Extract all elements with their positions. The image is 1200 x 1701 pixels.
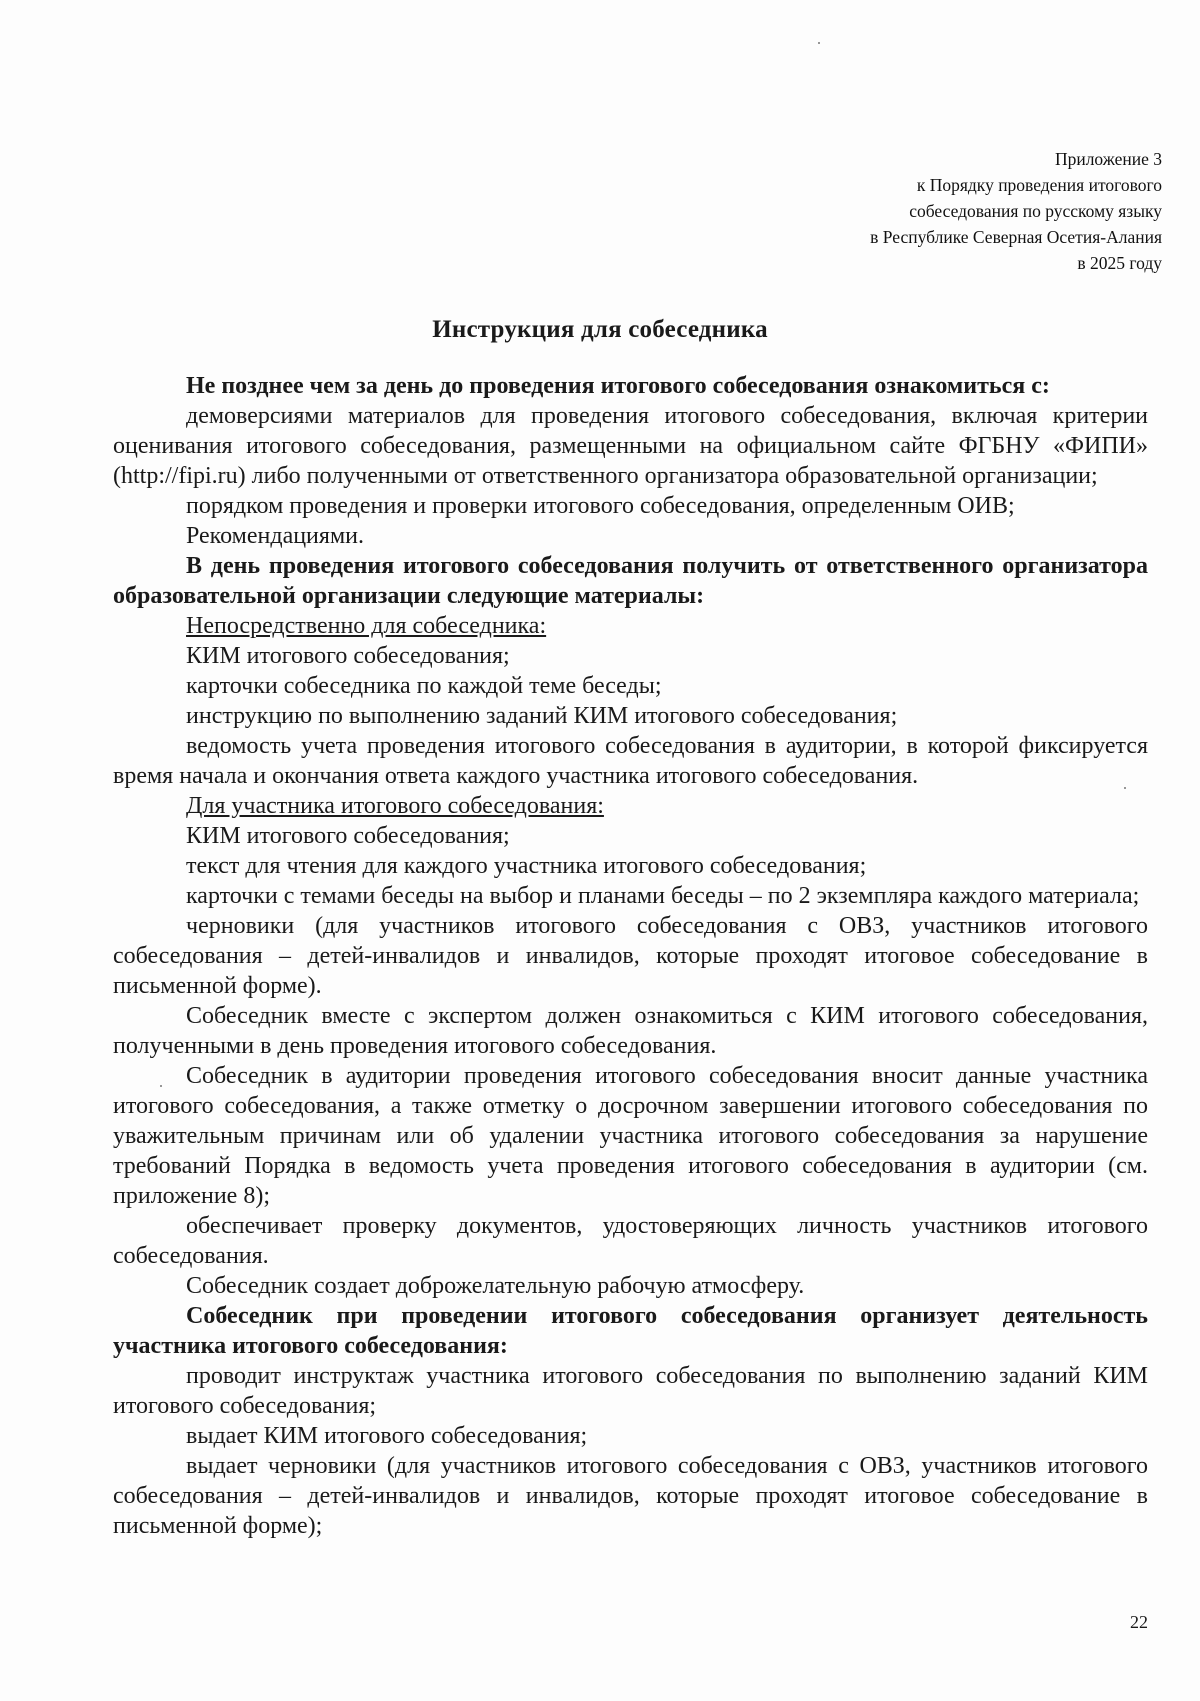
paragraph: КИМ итогового собеседования; (186, 643, 510, 669)
paragraph: ведомость учета проведения итогового собеседования в аудитории, в которой фиксируется время начала и окончания ответа каждого участника итогового собеседования. (113, 733, 1148, 789)
paragraph-subheading (113, 791, 1148, 821)
underlined-subheading: Непосредственно для собеседника: (186, 613, 547, 639)
paragraph-heading: Не позднее чем за день до проведения итогового собеседования ознакомиться с: (186, 373, 1050, 399)
paragraph: Собеседник создает доброжелательную рабочую атмосферу. (186, 1273, 805, 1299)
scan-speck (160, 1085, 162, 1087)
paragraph: выдает КИМ итогового собеседования; (186, 1423, 588, 1449)
paragraph: обеспечивает проверку документов, удостоверяющих личность участников итогового собеседования. (113, 1213, 1148, 1269)
paragraph: КИМ итогового собеседования; (186, 823, 510, 849)
appendix-line: к Порядку проведения итогового (916, 175, 1162, 195)
document-body (113, 371, 1148, 1541)
paragraph: Собеседник вместе с экспертом должен ознакомиться с КИМ итогового собеседования, полученными в день проведения итогового собеседования. (113, 1003, 1148, 1059)
appendix-line: Приложение 3 (1054, 149, 1162, 169)
paragraph: выдает черновики (для участников итогового собеседования с ОВЗ, участников итогового собеседования – детей-инвалидов и инвалидов, которые проходят итоговое собеседование в письменной форме); (113, 1453, 1148, 1539)
paragraph: инструкцию по выполнению заданий КИМ итогового собеседования; (186, 703, 898, 729)
page-number: 22 (1130, 1612, 1148, 1632)
appendix-line: собеседования по русскому языку (909, 201, 1162, 221)
appendix-line: в Республике Северная Осетия-Алания (870, 227, 1162, 247)
paragraph-heading: Собеседник при проведении итогового собеседования организует деятельность участника итогового собеседования: (113, 1303, 1148, 1359)
paragraph-heading: В день проведения итогового собеседования получить от ответственного организатора образовательной организации следующие материалы: (113, 553, 1148, 609)
paragraph-subheading (113, 611, 1148, 641)
paragraph: демоверсиями материалов для проведения итогового собеседования, включая критерии оценивания итогового собеседования, размещенными на официальном сайте ФГБНУ «ФИПИ» (http://fipi.ru) либо полученными от ответственного организатора образовательной организации; (113, 403, 1148, 489)
paragraph: Собеседник в аудитории проведения итогового собеседования вносит данные участника итогового собеседования, а также отметку о досрочном завершении итогового собеседования по уважительным причинам или об удалении участника итогового собеседования за нарушение требований Порядка в ведомость учета проведения итогового собеседования в аудитории (см. приложение 8); (113, 1063, 1148, 1209)
appendix-block (870, 146, 1162, 276)
scan-speck (1124, 787, 1126, 789)
paragraph: карточки с темами беседы на выбор и планами беседы – по 2 экземпляра каждого материала; (186, 883, 1140, 909)
paragraph: проводит инструктаж участника итогового собеседования по выполнению заданий КИМ итогового собеседования; (113, 1363, 1148, 1419)
paragraph: черновики (для участников итогового собеседования с ОВЗ, участников итогового собеседования – детей-инвалидов и инвалидов, которые проходят итоговое собеседование в письменной форме). (113, 913, 1148, 999)
underlined-subheading: Для участника итогового собеседования: (186, 793, 604, 819)
scan-speck (818, 42, 820, 44)
appendix-line: в 2025 году (1077, 253, 1162, 273)
paragraph: текст для чтения для каждого участника итогового собеседования; (186, 853, 867, 879)
paragraph: порядком проведения и проверки итогового собеседования, определенным ОИВ; (186, 493, 1015, 519)
paragraph: карточки собеседника по каждой теме беседы; (186, 673, 662, 699)
document-title: Инструкция для собеседника (432, 316, 768, 343)
paragraph: Рекомендациями. (186, 523, 364, 549)
